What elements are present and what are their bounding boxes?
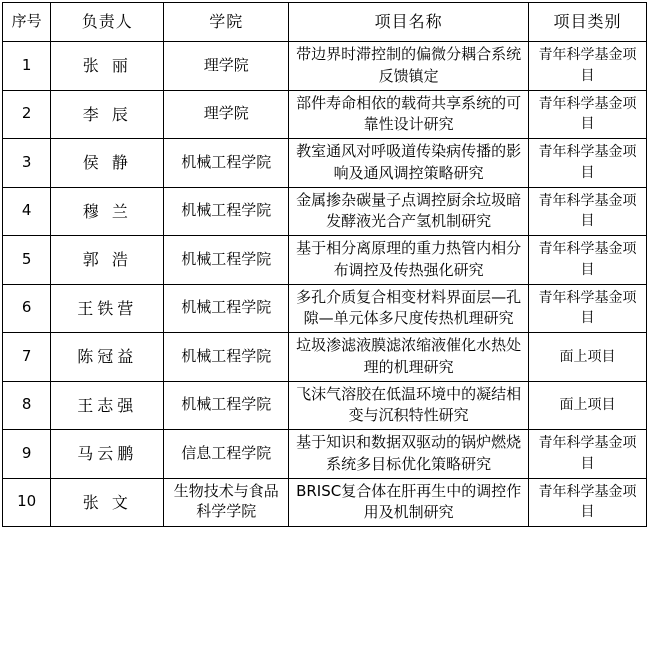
- cell-type: 面上项目: [529, 333, 647, 382]
- cell-person: 陈冠益: [51, 333, 164, 382]
- cell-college: 机械工程学院: [164, 284, 289, 333]
- cell-project: 金属掺杂碳量子点调控厨余垃圾暗发酵液光合产氢机制研究: [289, 187, 529, 236]
- column-header-seq: 序号: [3, 3, 51, 42]
- column-header-college: 学院: [164, 3, 289, 42]
- cell-type: 青年科学基金项目: [529, 187, 647, 236]
- column-header-person: 负责人: [51, 3, 164, 42]
- cell-person: 马云鹏: [51, 430, 164, 479]
- table-row: [3, 139, 647, 188]
- cell-college: 机械工程学院: [164, 236, 289, 285]
- table-row: [3, 333, 647, 382]
- cell-project: BRISC复合体在肝再生中的调控作用及机制研究: [289, 478, 529, 527]
- column-header-project: 项目名称: [289, 3, 529, 42]
- cell-seq: 1: [3, 42, 51, 91]
- cell-seq: 5: [3, 236, 51, 285]
- cell-seq: 10: [3, 478, 51, 527]
- grant-projects-table: [2, 2, 647, 527]
- cell-type: 面上项目: [529, 381, 647, 430]
- cell-person: 王铁营: [51, 284, 164, 333]
- cell-project: 基于相分离原理的重力热管内相分布调控及传热强化研究: [289, 236, 529, 285]
- cell-person: 穆 兰: [51, 187, 164, 236]
- cell-college: 生物技术与食品科学学院: [164, 478, 289, 527]
- table-row: [3, 381, 647, 430]
- cell-project: 飞沫气溶胶在低温环境中的凝结相变与沉积特性研究: [289, 381, 529, 430]
- table-row: [3, 90, 647, 139]
- cell-project: 带边界时滞控制的偏微分耦合系统反馈镇定: [289, 42, 529, 91]
- cell-seq: 6: [3, 284, 51, 333]
- cell-type: 青年科学基金项目: [529, 42, 647, 91]
- table-row: [3, 236, 647, 285]
- table-row: [3, 478, 647, 527]
- cell-seq: 3: [3, 139, 51, 188]
- cell-project: 部件寿命相依的载荷共享系统的可靠性设计研究: [289, 90, 529, 139]
- column-header-type: 项目类别: [529, 3, 647, 42]
- table-header-row: [3, 3, 647, 42]
- table-row: [3, 284, 647, 333]
- cell-seq: 9: [3, 430, 51, 479]
- cell-project: 基于知识和数据双驱动的锅炉燃烧系统多目标优化策略研究: [289, 430, 529, 479]
- cell-person: 张 丽: [51, 42, 164, 91]
- cell-seq: 8: [3, 381, 51, 430]
- table-body: [3, 42, 647, 527]
- cell-person: 郭 浩: [51, 236, 164, 285]
- table-header: [3, 3, 647, 42]
- cell-type: 青年科学基金项目: [529, 90, 647, 139]
- cell-college: 机械工程学院: [164, 139, 289, 188]
- cell-type: 青年科学基金项目: [529, 284, 647, 333]
- cell-college: 机械工程学院: [164, 381, 289, 430]
- cell-project: 教室通风对呼吸道传染病传播的影响及通风调控策略研究: [289, 139, 529, 188]
- cell-college: 机械工程学院: [164, 187, 289, 236]
- cell-type: 青年科学基金项目: [529, 478, 647, 527]
- cell-seq: 2: [3, 90, 51, 139]
- cell-person: 张 文: [51, 478, 164, 527]
- table-row: [3, 430, 647, 479]
- cell-person: 李 辰: [51, 90, 164, 139]
- cell-seq: 7: [3, 333, 51, 382]
- cell-type: 青年科学基金项目: [529, 236, 647, 285]
- cell-project: 垃圾渗滤液膜滤浓缩液催化水热处理的机理研究: [289, 333, 529, 382]
- cell-person: 侯 静: [51, 139, 164, 188]
- cell-college: 信息工程学院: [164, 430, 289, 479]
- cell-type: 青年科学基金项目: [529, 139, 647, 188]
- cell-project: 多孔介质复合相变材料界面层—孔隙—单元体多尺度传热机理研究: [289, 284, 529, 333]
- cell-college: 理学院: [164, 90, 289, 139]
- cell-person: 王志强: [51, 381, 164, 430]
- cell-college: 机械工程学院: [164, 333, 289, 382]
- cell-seq: 4: [3, 187, 51, 236]
- table-row: [3, 42, 647, 91]
- cell-college: 理学院: [164, 42, 289, 91]
- table-row: [3, 187, 647, 236]
- cell-type: 青年科学基金项目: [529, 430, 647, 479]
